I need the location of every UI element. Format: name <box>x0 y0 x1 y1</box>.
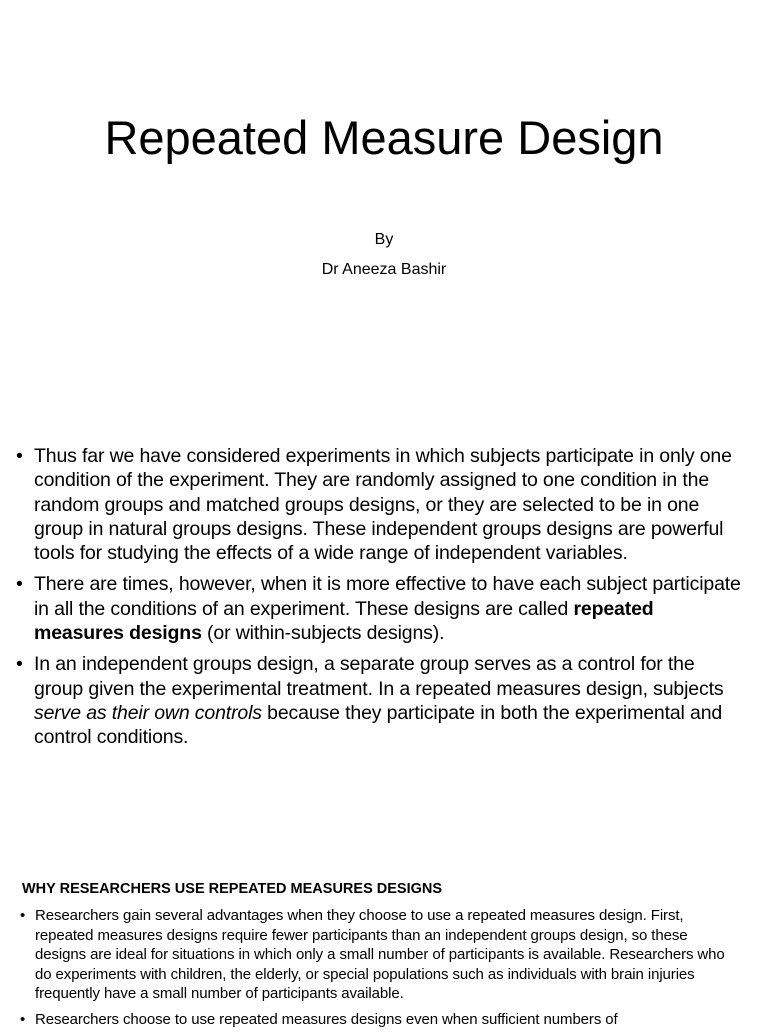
why-slide <box>0 870 768 1028</box>
list-item <box>20 1010 738 1030</box>
bullet-list <box>16 444 744 757</box>
italic-phrase: serve as their own controls <box>34 701 262 724</box>
section-heading: WHY RESEARCHERS USE REPEATED MEASURES DESIGNS <box>22 881 443 897</box>
bullet-icon: • <box>20 907 26 924</box>
bullet-text: Researchers gain several advantages when they choose to use a repeated measures design. First, repeated measures designs require fewer participants than an independent groups design, so these designs are ideal for situations in which only a small number of participants is available. Researchers who do experiments with children, the elderly, or special populations such as individuals with brain injuries frequently have a small number of participants available. <box>35 907 725 1002</box>
bullet-text-start: In an independent groups design, a separate group serves as a control for the group given the experimental treatment. In a repeated measures design, subjects <box>34 653 724 700</box>
title-slide <box>0 0 768 400</box>
by-line: By <box>374 231 394 248</box>
slide-title: Repeated Measure Design <box>104 111 664 164</box>
list-item <box>20 906 738 1004</box>
list-item <box>16 444 744 565</box>
bullet-text-end: (or within-subjects designs). <box>201 622 445 645</box>
list-item <box>16 652 744 749</box>
list-item <box>16 572 744 645</box>
bullet-text-end: because they participate in both the experimental and control conditions. <box>34 701 723 749</box>
bullet-icon: • <box>16 445 23 467</box>
bullet-text: Thus far we have considered experiments in which subjects participate in only one condition of the experiment. They are randomly assigned to one condition in the random groups and matched groups designs, or they are selected to be in one group in natural groups designs. These independent groups designs are powerful tools for studying the effects of a wide range of independent variables. <box>34 445 732 565</box>
bullet-icon: • <box>16 653 23 676</box>
bullet-icon: • <box>16 573 23 596</box>
bullet-list <box>20 906 738 1035</box>
bullet-text-start: There are times, however, when it is more effective to have each subject participate in all the conditions of an experiment. These designs are called <box>34 573 741 620</box>
bold-term: repeated measures designs <box>34 597 654 645</box>
bullet-text: Researchers choose to use repeated measures designs even when sufficient numbers of <box>35 1010 618 1028</box>
author-name: Dr Aneeza Bashir <box>321 261 447 278</box>
bullet-icon: • <box>20 1010 26 1028</box>
intro-slide <box>0 430 768 830</box>
